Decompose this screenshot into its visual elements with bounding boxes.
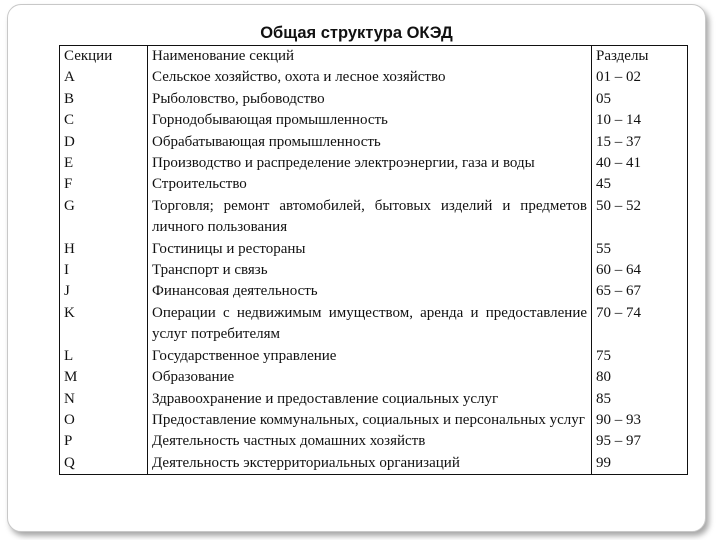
codes-cell: 10 – 14 [592, 110, 688, 131]
name-cell: Рыболовство, рыбоводство [148, 89, 592, 110]
section-cell: A [60, 67, 148, 88]
section-cell: G [60, 196, 148, 239]
section-cell: C [60, 110, 148, 131]
header-section: Секции [60, 46, 148, 68]
codes-cell: 50 – 52 [592, 196, 688, 239]
table-row [60, 196, 688, 239]
section-cell: D [60, 132, 148, 153]
okved-structure-table [59, 45, 688, 475]
table-row [60, 174, 688, 195]
name-cell: Финансовая деятельность [148, 281, 592, 302]
table-row [60, 239, 688, 260]
table-row [60, 431, 688, 452]
codes-cell: 65 – 67 [592, 281, 688, 302]
header-codes: Разделы [592, 46, 688, 68]
name-cell: Сельское хозяйство, охота и лесное хозяйство [148, 67, 592, 88]
section-cell: J [60, 281, 148, 302]
name-cell: Государственное управление [148, 346, 592, 367]
table-row [60, 410, 688, 431]
name-cell: Предоставление коммунальных, социальных и персональных услуг [148, 410, 592, 431]
codes-cell: 95 – 97 [592, 431, 688, 452]
codes-cell: 75 [592, 346, 688, 367]
table-row [60, 260, 688, 281]
table-row [60, 389, 688, 410]
section-cell: L [60, 346, 148, 367]
name-cell: Деятельность экстерриториальных организаций [148, 453, 592, 475]
codes-cell: 70 – 74 [592, 303, 688, 346]
table-row [60, 132, 688, 153]
section-cell: F [60, 174, 148, 195]
codes-cell: 15 – 37 [592, 132, 688, 153]
slide [7, 4, 706, 532]
section-cell: N [60, 389, 148, 410]
page-title: Общая структура ОКЭД [260, 24, 453, 42]
section-cell: P [60, 431, 148, 452]
section-cell: H [60, 239, 148, 260]
codes-cell: 05 [592, 89, 688, 110]
name-cell: Строительство [148, 174, 592, 195]
section-cell: I [60, 260, 148, 281]
name-cell: Операции с недвижимым имуществом, аренда и предоставление услуг потребителям [148, 303, 592, 346]
codes-cell: 60 – 64 [592, 260, 688, 281]
name-cell: Гостиницы и рестораны [148, 239, 592, 260]
codes-cell: 40 – 41 [592, 153, 688, 174]
codes-cell: 85 [592, 389, 688, 410]
codes-cell: 45 [592, 174, 688, 195]
table-row [60, 67, 688, 88]
name-cell: Торговля; ремонт автомобилей, бытовых изделий и предметов личного пользования [148, 196, 592, 239]
header-name: Наименование секций [148, 46, 592, 68]
section-cell: Q [60, 453, 148, 475]
section-cell: O [60, 410, 148, 431]
name-cell: Обрабатывающая промышленность [148, 132, 592, 153]
table-row [60, 281, 688, 302]
codes-cell: 80 [592, 367, 688, 388]
table-row [60, 89, 688, 110]
name-cell: Горнодобывающая промышленность [148, 110, 592, 131]
section-cell: M [60, 367, 148, 388]
name-cell: Деятельность частных домашних хозяйств [148, 431, 592, 452]
codes-cell: 90 – 93 [592, 410, 688, 431]
table-row [60, 110, 688, 131]
name-cell: Образование [148, 367, 592, 388]
codes-cell: 01 – 02 [592, 67, 688, 88]
table-row [60, 303, 688, 346]
header-row [60, 46, 688, 68]
section-cell: K [60, 303, 148, 346]
table-row [60, 346, 688, 367]
codes-cell: 99 [592, 453, 688, 475]
table-row [60, 453, 688, 475]
name-cell: Здравоохранение и предоставление социальных услуг [148, 389, 592, 410]
table-row [60, 153, 688, 174]
section-cell: B [60, 89, 148, 110]
section-cell: E [60, 153, 148, 174]
codes-cell: 55 [592, 239, 688, 260]
table-row [60, 367, 688, 388]
name-cell: Транспорт и связь [148, 260, 592, 281]
name-cell: Производство и распределение электроэнергии, газа и воды [148, 153, 592, 174]
